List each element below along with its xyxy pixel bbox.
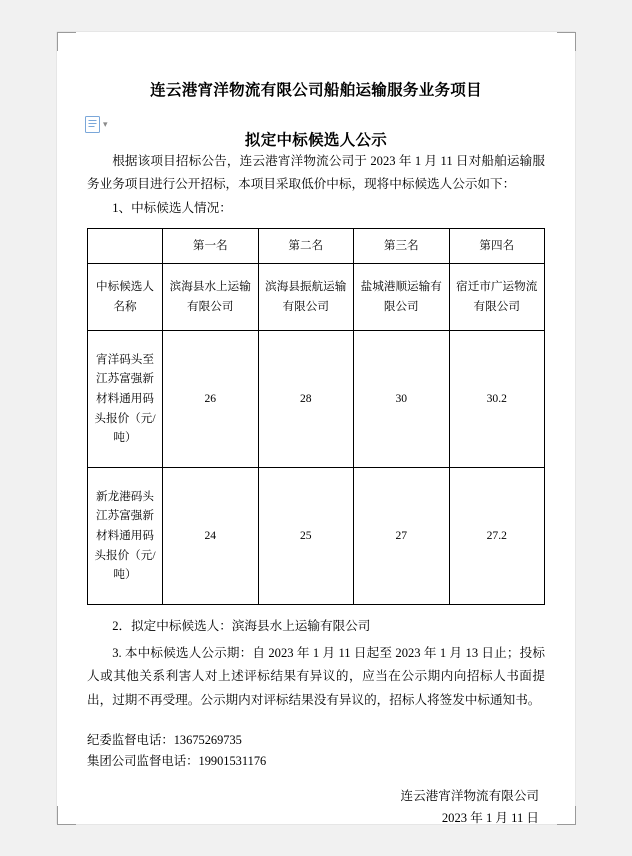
document-paper xyxy=(57,32,575,824)
paragraph-section-3: 3. 本中标候选人公示期：自 2023 年 1 月 11 日起至 2023 年 1 月 13 日止；投标人或其他关系利害人对上述评标结果有异议的，应当在公示期内向招标人书面提出，过期不再受理。公示期内对评标结果没有异议的，招标人将签发中标通知书。 xyxy=(87,646,545,707)
table-row xyxy=(88,263,545,330)
row-label-route-1: 宵洋码头至江苏富强新材料通用码头报价（元/吨） xyxy=(88,330,163,467)
cell-candidate-name-2: 滨海县振航运输有限公司 xyxy=(258,263,354,330)
signoff-date: 2023 年 1 月 11 日 xyxy=(441,811,539,826)
table-header-rank-2: 第二名 xyxy=(258,228,354,263)
signoff-block xyxy=(87,785,545,829)
cell-route-1-price-4: 30.2 xyxy=(449,330,545,467)
table-row xyxy=(88,467,545,604)
table-row xyxy=(88,330,545,467)
cell-candidate-name-1: 滨海县水上运输有限公司 xyxy=(163,263,259,330)
cell-candidate-name-3: 盐城港顺运输有限公司 xyxy=(354,263,450,330)
table-header-rank-3: 第三名 xyxy=(354,228,450,263)
table-corner-cell xyxy=(88,228,163,263)
page-subtitle: 拟定中标候选人公示 xyxy=(244,132,388,149)
table-row-header xyxy=(88,228,545,263)
paragraph-section-1: 1、中标候选人情况： xyxy=(112,200,232,215)
cell-route-1-price-2: 28 xyxy=(258,330,354,467)
cell-candidate-name-4: 宿迁市广运物流有限公司 xyxy=(449,263,545,330)
table-header-rank-4: 第四名 xyxy=(449,228,545,263)
paragraph-section-2: 2．拟定中标候选人：滨海县水上运输有限公司 xyxy=(112,618,371,633)
contact-group-phone: 集团公司监督电话：19901531176 xyxy=(87,753,267,768)
contact-discipline-phone: 纪委监督电话：13675269735 xyxy=(87,733,242,748)
cell-route-2-price-2: 25 xyxy=(258,467,354,604)
table-header-rank-1: 第一名 xyxy=(163,228,259,263)
cell-route-1-price-1: 26 xyxy=(163,330,259,467)
page-title: 连云港宵洋物流有限公司船舶运输服务业务项目 xyxy=(150,82,482,99)
row-label-route-2: 新龙港码头江苏富强新材料通用码头报价（元/吨） xyxy=(88,467,163,604)
chevron-down-icon[interactable]: ▾ xyxy=(103,119,108,129)
cell-route-2-price-4: 27.2 xyxy=(449,467,545,604)
paragraph-intro: 根据该项目招标公告，连云港宵洋物流公司于 2023 年 1 月 11 日对船舶运输服务业务项目进行公开招标，本项目采取低价中标，现将中标候选人公示如下： xyxy=(87,154,545,192)
contact-block xyxy=(87,730,545,771)
cell-route-2-price-3: 27 xyxy=(354,467,450,604)
document-content xyxy=(87,78,545,829)
bid-candidates-table xyxy=(87,228,545,605)
cell-route-1-price-3: 30 xyxy=(354,330,450,467)
cell-route-2-price-1: 24 xyxy=(163,467,259,604)
row-label-candidate-name: 中标候选人名称 xyxy=(88,263,163,330)
signoff-company: 连云港宵洋物流有限公司 xyxy=(400,789,539,804)
